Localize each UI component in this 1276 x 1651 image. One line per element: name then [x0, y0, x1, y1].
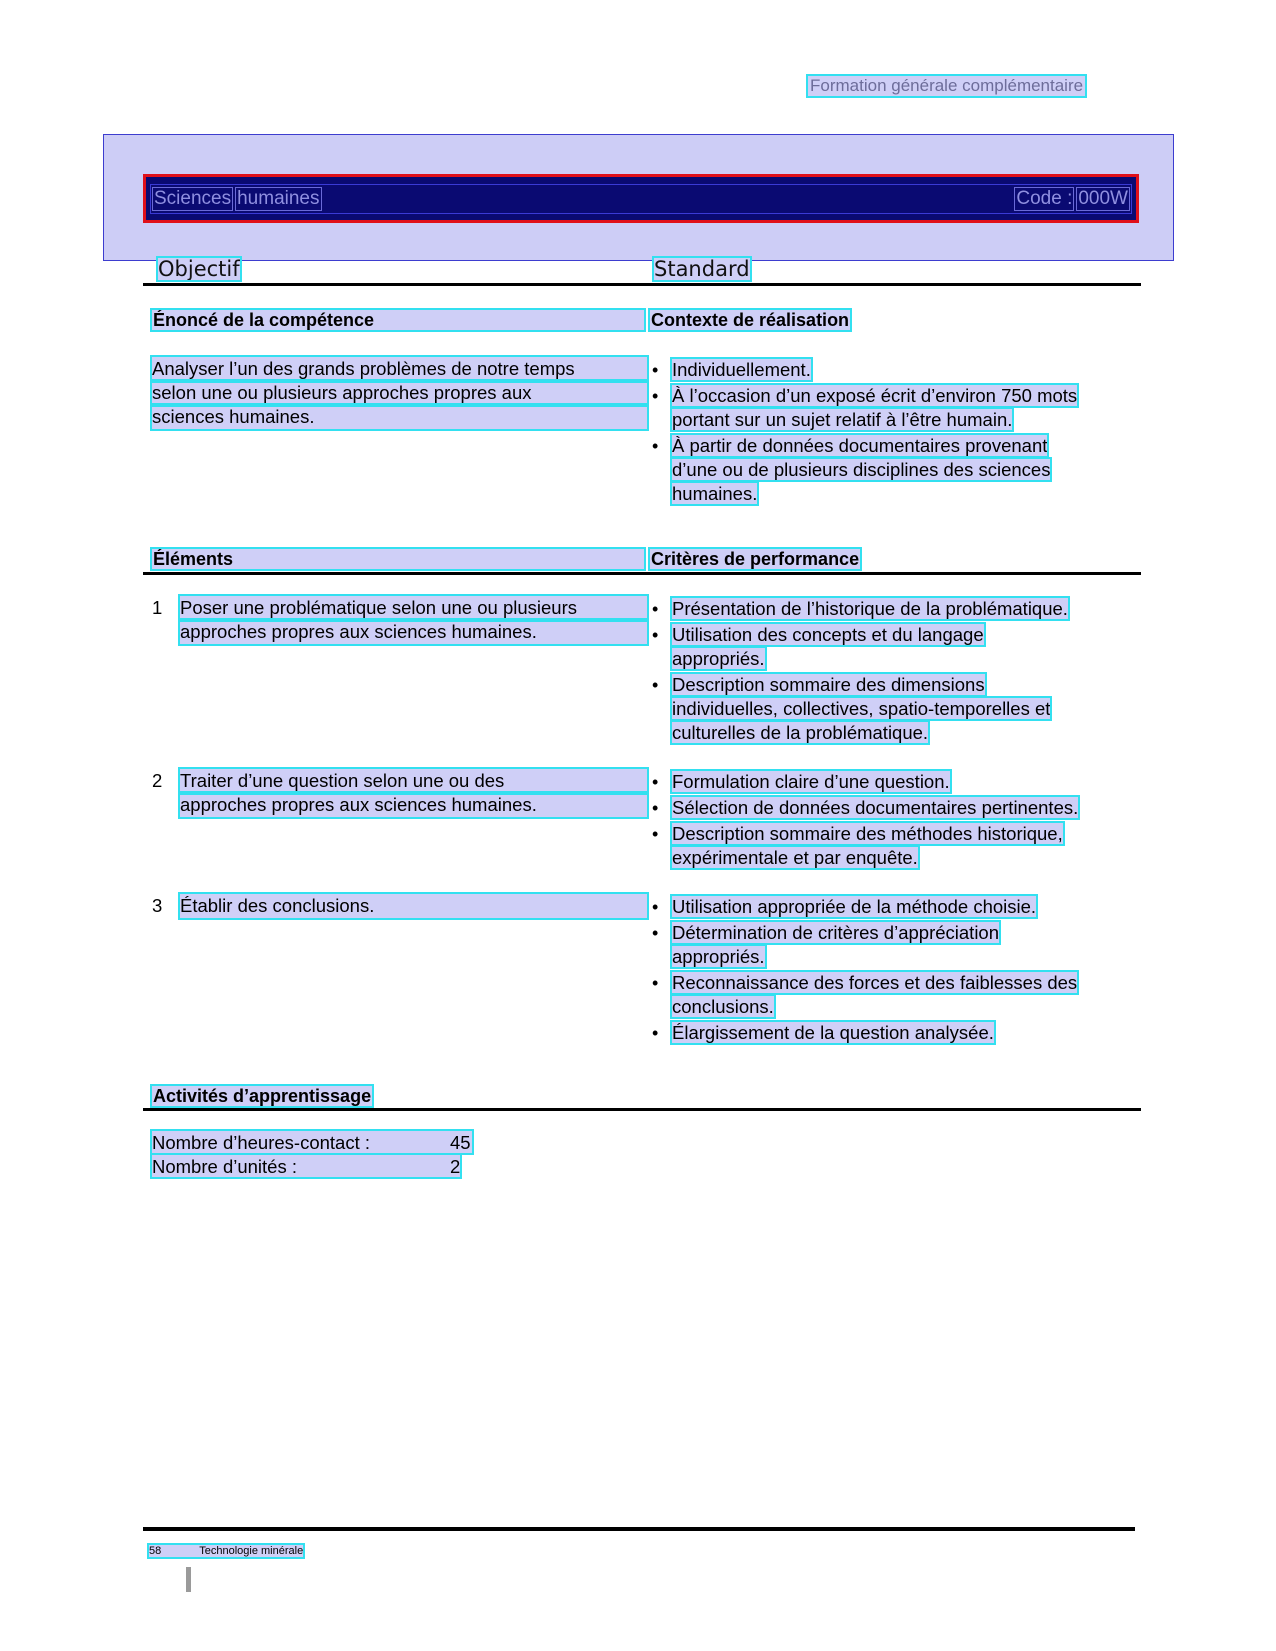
item-line: À l’occasion d’un exposé écrit d’environ 750 mots	[672, 385, 1078, 406]
item-line: Formulation claire d’une question.	[672, 771, 950, 792]
program-name: Technologie minérale	[199, 1545, 304, 1557]
criteria-list-1	[650, 597, 1140, 747]
units-value: 2	[450, 1156, 461, 1177]
item-line: appropriés.	[672, 946, 765, 967]
running-header: Formation générale complémentaire	[810, 76, 1084, 95]
item-line: expérimentale et par enquête.	[672, 847, 918, 868]
item-line: Description sommaire des méthodes historique,	[672, 823, 1063, 844]
elements-heading: Éléments	[152, 549, 644, 569]
hours-label: Nombre d’heures-contact :	[152, 1132, 370, 1153]
page-number: 58	[149, 1545, 162, 1557]
competence-heading: Énoncé de la compétence	[152, 310, 644, 330]
competence-line: selon une ou plusieurs approches propres aux	[152, 381, 647, 405]
item-line: portant sur un sujet relatif à l’être humain.	[672, 409, 1013, 430]
element-line: Établir des conclusions.	[180, 894, 647, 918]
item-line: Reconnaissance des forces et des faiblesses des	[672, 972, 1078, 993]
element-number: 1	[152, 597, 163, 618]
item-line: Détermination de critères d’appréciation	[672, 922, 1000, 943]
hours-value: 45	[450, 1132, 471, 1153]
item-line: À partir de données documentaires provenant	[672, 435, 1048, 456]
units-label: Nombre d’unités :	[152, 1156, 297, 1177]
list-item	[650, 358, 1140, 382]
activities-heading: Activités d’apprentissage	[153, 1086, 372, 1106]
list-item	[650, 597, 1140, 621]
element-1	[152, 596, 647, 644]
context-heading: Contexte de réalisation	[651, 310, 850, 330]
item-line: Individuellement.	[672, 359, 811, 380]
element-line: Traiter d’une question selon une ou des	[180, 769, 647, 793]
element-line: approches propres aux sciences humaines.	[180, 620, 647, 644]
hours-row	[152, 1131, 472, 1153]
list-item	[650, 434, 1140, 506]
element-3	[152, 894, 647, 918]
course-title-word: humaines	[237, 188, 320, 209]
heading-rule	[143, 283, 1141, 286]
list-item	[650, 384, 1140, 432]
margin-bar	[186, 1567, 191, 1592]
item-line: d’une ou de plusieurs disciplines des sciences	[672, 459, 1051, 480]
criteria-list-2	[650, 770, 1140, 872]
element-number: 3	[152, 895, 163, 916]
list-item	[650, 971, 1140, 1019]
list-item	[650, 895, 1140, 919]
element-number: 2	[152, 770, 163, 791]
elements-rule	[143, 572, 1141, 575]
activities-rule	[143, 1108, 1141, 1111]
column-heading-objectif: Objectif	[158, 257, 240, 281]
item-line: appropriés.	[672, 648, 765, 669]
list-item	[650, 673, 1140, 745]
item-line: individuelles, collectives, spatio-temporelles et	[672, 698, 1051, 719]
item-line: culturelles de la problématique.	[672, 722, 929, 743]
item-line: Description sommaire des dimensions	[672, 674, 985, 695]
element-line: approches propres aux sciences humaines.	[180, 793, 647, 817]
item-line: Sélection de données documentaires pertinentes.	[672, 797, 1079, 818]
item-line: Utilisation des concepts et du langage	[672, 624, 984, 645]
course-title-word: Sciences	[154, 188, 232, 209]
column-heading-standard: Standard	[654, 257, 750, 281]
item-line: humaines.	[672, 483, 758, 504]
list-item	[650, 822, 1140, 870]
element-2	[152, 769, 647, 817]
page-footer	[149, 1545, 303, 1557]
list-item	[650, 623, 1140, 671]
criteria-heading: Critères de performance	[651, 549, 860, 569]
list-item	[650, 796, 1140, 820]
competence-line: Analyser l’un des grands problèmes de notre temps	[152, 357, 647, 381]
item-line: Utilisation appropriée de la méthode choisie.	[672, 896, 1037, 917]
item-line: Présentation de l’historique de la problématique.	[672, 598, 1068, 619]
course-title-banner	[143, 174, 1139, 223]
course-code	[1015, 188, 1129, 210]
competence-line: sciences humaines.	[152, 405, 647, 429]
item-line: Élargissement de la question analysée.	[672, 1022, 994, 1043]
item-line: conclusions.	[672, 996, 774, 1017]
footer-rule	[143, 1527, 1135, 1531]
list-item	[650, 921, 1140, 969]
course-code-value: 000W	[1078, 188, 1128, 209]
list-item	[650, 770, 1140, 794]
context-list	[650, 358, 1140, 508]
element-line: Poser une problématique selon une ou plusieurs	[180, 596, 647, 620]
competence-statement	[152, 357, 647, 429]
units-row	[152, 1155, 460, 1177]
course-title	[153, 188, 321, 210]
list-item	[650, 1021, 1140, 1045]
course-code-label: Code :	[1016, 188, 1073, 209]
criteria-list-3	[650, 895, 1140, 1047]
